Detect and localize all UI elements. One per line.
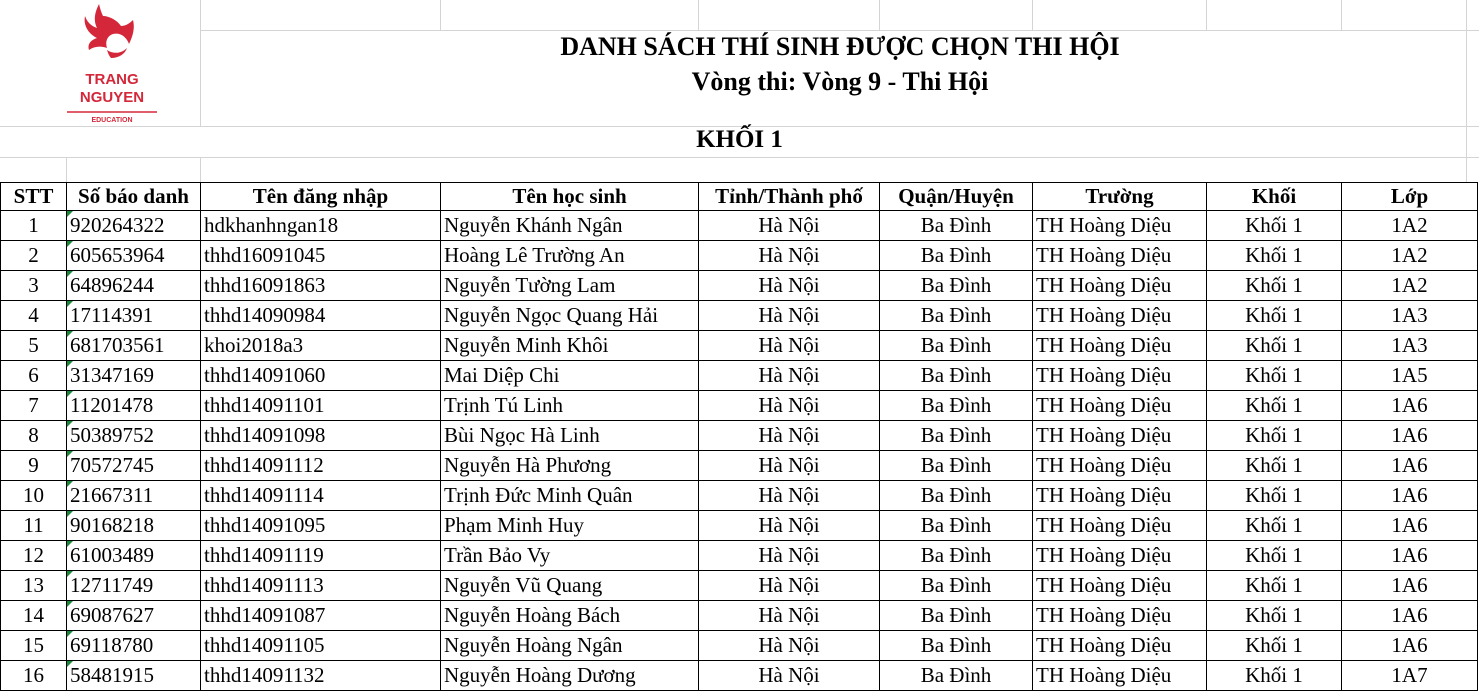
- cell-student-name[interactable]: Bùi Ngọc Hà Linh: [441, 421, 699, 451]
- cell-stt[interactable]: 12: [1, 541, 67, 571]
- cell-district[interactable]: Ba Đình: [880, 661, 1033, 691]
- cell-school[interactable]: TH Hoàng Diệu: [1033, 631, 1207, 661]
- trang-nguyen-logo: [55, 2, 170, 126]
- cell-district[interactable]: Ba Đình: [880, 601, 1033, 631]
- cell-class[interactable]: 1A6: [1342, 571, 1478, 601]
- cell-username[interactable]: thhd14090984: [201, 301, 441, 331]
- gridline: [1206, 0, 1207, 30]
- cell-district[interactable]: Ba Đình: [880, 271, 1033, 301]
- cell-school[interactable]: TH Hoàng Diệu: [1033, 301, 1207, 331]
- cell-province[interactable]: Hà Nội: [699, 331, 880, 361]
- cell-province[interactable]: Hà Nội: [699, 271, 880, 301]
- cell-sbd[interactable]: 69118780: [67, 631, 201, 661]
- cell-class[interactable]: 1A6: [1342, 511, 1478, 541]
- cell-stt[interactable]: 5: [1, 331, 67, 361]
- cell-username[interactable]: thhd14091105: [201, 631, 441, 661]
- col-header-username[interactable]: Tên đăng nhập: [201, 183, 441, 211]
- table-row: [1, 241, 1478, 271]
- cell-grade[interactable]: Khối 1: [1207, 301, 1342, 331]
- col-header-sbd[interactable]: Số báo danh: [67, 183, 201, 211]
- cell-student-name[interactable]: Mai Diệp Chi: [441, 361, 699, 391]
- gridline: [1341, 0, 1342, 30]
- table-row: [1, 331, 1478, 361]
- cell-username[interactable]: thhd14091113: [201, 571, 441, 601]
- cell-username[interactable]: thhd16091863: [201, 271, 441, 301]
- cell-stt[interactable]: 13: [1, 571, 67, 601]
- cell-username[interactable]: thhd14091112: [201, 451, 441, 481]
- cell-username[interactable]: thhd14091095: [201, 511, 441, 541]
- page-subtitle: Vòng thi: Vòng 9 - Thi Hội: [691, 67, 989, 96]
- cell-sbd[interactable]: 50389752: [67, 421, 201, 451]
- phoenix-logo-icon: [55, 2, 170, 126]
- cell-province[interactable]: Hà Nội: [699, 211, 880, 241]
- gridline: [66, 157, 67, 182]
- cell-grade[interactable]: Khối 1: [1207, 211, 1342, 241]
- cell-sbd[interactable]: 21667311: [67, 481, 201, 511]
- table-row: [1, 391, 1478, 421]
- logo-line3: EDUCATION: [91, 117, 133, 124]
- table-row: [1, 511, 1478, 541]
- cell-student-name[interactable]: Phạm Minh Huy: [441, 511, 699, 541]
- cell-stt[interactable]: 11: [1, 511, 67, 541]
- col-header-student-name[interactable]: Tên học sinh: [441, 183, 699, 211]
- gridline: [440, 0, 441, 30]
- cell-student-name[interactable]: Nguyễn Vũ Quang: [441, 571, 699, 601]
- cell-province[interactable]: Hà Nội: [699, 601, 880, 631]
- col-header-district[interactable]: Quận/Huyện: [880, 183, 1033, 211]
- cell-district[interactable]: Ba Đình: [880, 361, 1033, 391]
- cell-school[interactable]: TH Hoàng Diệu: [1033, 481, 1207, 511]
- cell-student-name[interactable]: Trần Bảo Vy: [441, 541, 699, 571]
- cell-grade[interactable]: Khối 1: [1207, 571, 1342, 601]
- cell-class[interactable]: 1A7: [1342, 661, 1478, 691]
- table-row: [1, 361, 1478, 391]
- cell-class[interactable]: 1A3: [1342, 331, 1478, 361]
- cell-district[interactable]: Ba Đình: [880, 511, 1033, 541]
- cell-stt[interactable]: 2: [1, 241, 67, 271]
- cell-province[interactable]: Hà Nội: [699, 391, 880, 421]
- cell-student-name[interactable]: Nguyễn Minh Khôi: [441, 331, 699, 361]
- cell-school[interactable]: TH Hoàng Diệu: [1033, 391, 1207, 421]
- gridline: [200, 30, 1479, 31]
- cell-stt[interactable]: 4: [1, 301, 67, 331]
- table-row: [1, 271, 1478, 301]
- cell-username[interactable]: thhd14091132: [201, 661, 441, 691]
- table-row: [1, 421, 1478, 451]
- cell-username[interactable]: thhd14091060: [201, 361, 441, 391]
- cell-username[interactable]: thhd16091045: [201, 241, 441, 271]
- cell-district[interactable]: Ba Đình: [880, 541, 1033, 571]
- table-header-row: [1, 183, 1478, 211]
- cell-province[interactable]: Hà Nội: [699, 661, 880, 691]
- page-title: DANH SÁCH THÍ SINH ĐƯỢC CHỌN THI HỘI: [560, 32, 1120, 61]
- cell-stt[interactable]: 3: [1, 271, 67, 301]
- cell-district[interactable]: Ba Đình: [880, 571, 1033, 601]
- cell-username[interactable]: thhd14091098: [201, 421, 441, 451]
- cell-sbd[interactable]: 58481915: [67, 661, 201, 691]
- cell-district[interactable]: Ba Đình: [880, 421, 1033, 451]
- table-row: [1, 301, 1478, 331]
- cell-class[interactable]: 1A6: [1342, 421, 1478, 451]
- cell-stt[interactable]: 6: [1, 361, 67, 391]
- cell-stt[interactable]: 14: [1, 601, 67, 631]
- table-row: [1, 571, 1478, 601]
- cell-grade[interactable]: Khối 1: [1207, 661, 1342, 691]
- cell-stt[interactable]: 1: [1, 211, 67, 241]
- cell-student-name[interactable]: Nguyễn Hoàng Bách: [441, 601, 699, 631]
- cell-student-name[interactable]: Nguyễn Ngọc Quang Hải: [441, 301, 699, 331]
- cell-student-name[interactable]: Trịnh Tú Linh: [441, 391, 699, 421]
- cell-student-name[interactable]: Trịnh Đức Minh Quân: [441, 481, 699, 511]
- gridline: [879, 0, 880, 30]
- cell-username[interactable]: hdkhanhngan18: [201, 211, 441, 241]
- cell-class[interactable]: 1A2: [1342, 211, 1478, 241]
- cell-grade[interactable]: Khối 1: [1207, 241, 1342, 271]
- cell-school[interactable]: TH Hoàng Diệu: [1033, 421, 1207, 451]
- cell-school[interactable]: TH Hoàng Diệu: [1033, 241, 1207, 271]
- cell-province[interactable]: Hà Nội: [699, 301, 880, 331]
- cell-class[interactable]: 1A2: [1342, 241, 1478, 271]
- col-header-grade[interactable]: Khối: [1207, 183, 1342, 211]
- cell-student-name[interactable]: Nguyễn Hoàng Ngân: [441, 631, 699, 661]
- cell-stt[interactable]: 7: [1, 391, 67, 421]
- table-row: [1, 631, 1478, 661]
- cell-grade[interactable]: Khối 1: [1207, 331, 1342, 361]
- cell-grade[interactable]: Khối 1: [1207, 511, 1342, 541]
- col-header-school[interactable]: Trường: [1033, 183, 1207, 211]
- cell-sbd[interactable]: 11201478: [67, 391, 201, 421]
- cell-province[interactable]: Hà Nội: [699, 421, 880, 451]
- cell-province[interactable]: Hà Nội: [699, 481, 880, 511]
- cell-username[interactable]: thhd14091119: [201, 541, 441, 571]
- cell-username[interactable]: thhd14091101: [201, 391, 441, 421]
- cell-sbd[interactable]: 31347169: [67, 361, 201, 391]
- cell-sbd[interactable]: 12711749: [67, 571, 201, 601]
- col-header-class[interactable]: Lớp: [1342, 183, 1478, 211]
- cell-sbd[interactable]: 605653964: [67, 241, 201, 271]
- cell-province[interactable]: Hà Nội: [699, 451, 880, 481]
- cell-school[interactable]: TH Hoàng Diệu: [1033, 361, 1207, 391]
- cell-class[interactable]: 1A3: [1342, 301, 1478, 331]
- gridline: [200, 157, 201, 182]
- cell-school[interactable]: TH Hoàng Diệu: [1033, 271, 1207, 301]
- cell-class[interactable]: 1A6: [1342, 481, 1478, 511]
- cell-student-name[interactable]: Nguyễn Khánh Ngân: [441, 211, 699, 241]
- logo-line1: TRANG: [85, 71, 139, 88]
- cell-student-name[interactable]: Nguyễn Tường Lam: [441, 271, 699, 301]
- cell-sbd[interactable]: 61003489: [67, 541, 201, 571]
- table-row: [1, 481, 1478, 511]
- gridline: [698, 0, 699, 30]
- table-row: [1, 451, 1478, 481]
- cell-school[interactable]: TH Hoàng Diệu: [1033, 571, 1207, 601]
- cell-province[interactable]: Hà Nội: [699, 361, 880, 391]
- cell-school[interactable]: TH Hoàng Diệu: [1033, 511, 1207, 541]
- gridline: [200, 0, 201, 126]
- cell-sbd[interactable]: 64896244: [67, 271, 201, 301]
- cell-province[interactable]: Hà Nội: [699, 541, 880, 571]
- cell-sbd[interactable]: 69087627: [67, 601, 201, 631]
- cell-province[interactable]: Hà Nội: [699, 511, 880, 541]
- cell-school[interactable]: TH Hoàng Diệu: [1033, 661, 1207, 691]
- cell-province[interactable]: Hà Nội: [699, 631, 880, 661]
- cell-sbd[interactable]: 70572745: [67, 451, 201, 481]
- cell-grade[interactable]: Khối 1: [1207, 601, 1342, 631]
- cell-grade[interactable]: Khối 1: [1207, 391, 1342, 421]
- student-table: [0, 182, 1478, 691]
- cell-school[interactable]: TH Hoàng Diệu: [1033, 331, 1207, 361]
- cell-stt[interactable]: 10: [1, 481, 67, 511]
- cell-username[interactable]: khoi2018a3: [201, 331, 441, 361]
- cell-district[interactable]: Ba Đình: [880, 301, 1033, 331]
- cell-school[interactable]: TH Hoàng Diệu: [1033, 601, 1207, 631]
- gridline: [1032, 0, 1033, 30]
- cell-class[interactable]: 1A6: [1342, 541, 1478, 571]
- col-header-province[interactable]: Tỉnh/Thành phố: [699, 183, 880, 211]
- cell-username[interactable]: thhd14091114: [201, 481, 441, 511]
- cell-stt[interactable]: 15: [1, 631, 67, 661]
- table-row: [1, 211, 1478, 241]
- cell-stt[interactable]: 9: [1, 451, 67, 481]
- cell-sbd[interactable]: 90168218: [67, 511, 201, 541]
- table-row: [1, 601, 1478, 631]
- cell-grade[interactable]: Khối 1: [1207, 271, 1342, 301]
- cell-grade[interactable]: Khối 1: [1207, 451, 1342, 481]
- cell-grade[interactable]: Khối 1: [1207, 361, 1342, 391]
- cell-student-name[interactable]: Nguyễn Hoàng Dương: [441, 661, 699, 691]
- cell-district[interactable]: Ba Đình: [880, 331, 1033, 361]
- cell-grade[interactable]: Khối 1: [1207, 631, 1342, 661]
- table-row: [1, 661, 1478, 691]
- cell-district[interactable]: Ba Đình: [880, 631, 1033, 661]
- cell-province[interactable]: Hà Nội: [699, 241, 880, 271]
- logo-line2: NGUYEN: [79, 89, 145, 106]
- cell-class[interactable]: 1A2: [1342, 271, 1478, 301]
- cell-stt[interactable]: 8: [1, 421, 67, 451]
- cell-class[interactable]: 1A6: [1342, 601, 1478, 631]
- cell-sbd[interactable]: 920264322: [67, 211, 201, 241]
- cell-grade[interactable]: Khối 1: [1207, 541, 1342, 571]
- table-row: [1, 541, 1478, 571]
- cell-district[interactable]: Ba Đình: [880, 241, 1033, 271]
- cell-class[interactable]: 1A6: [1342, 451, 1478, 481]
- block-label: KHỐI 1: [696, 126, 783, 153]
- cell-student-name[interactable]: Nguyễn Hà Phương: [441, 451, 699, 481]
- cell-district[interactable]: Ba Đình: [880, 391, 1033, 421]
- cell-class[interactable]: 1A5: [1342, 361, 1478, 391]
- cell-grade[interactable]: Khối 1: [1207, 481, 1342, 511]
- cell-school[interactable]: TH Hoàng Diệu: [1033, 451, 1207, 481]
- cell-province[interactable]: Hà Nội: [699, 571, 880, 601]
- cell-sbd[interactable]: 17114391: [67, 301, 201, 331]
- col-header-stt[interactable]: STT: [1, 183, 67, 211]
- cell-class[interactable]: 1A6: [1342, 391, 1478, 421]
- gridline: [0, 157, 1479, 158]
- cell-district[interactable]: Ba Đình: [880, 451, 1033, 481]
- cell-district[interactable]: Ba Đình: [880, 481, 1033, 511]
- cell-stt[interactable]: 16: [1, 661, 67, 691]
- cell-username[interactable]: thhd14091087: [201, 601, 441, 631]
- cell-school[interactable]: TH Hoàng Diệu: [1033, 211, 1207, 241]
- cell-sbd[interactable]: 681703561: [67, 331, 201, 361]
- cell-school[interactable]: TH Hoàng Diệu: [1033, 541, 1207, 571]
- cell-district[interactable]: Ba Đình: [880, 211, 1033, 241]
- cell-student-name[interactable]: Hoàng Lê Trường An: [441, 241, 699, 271]
- cell-grade[interactable]: Khối 1: [1207, 421, 1342, 451]
- cell-class[interactable]: 1A6: [1342, 631, 1478, 661]
